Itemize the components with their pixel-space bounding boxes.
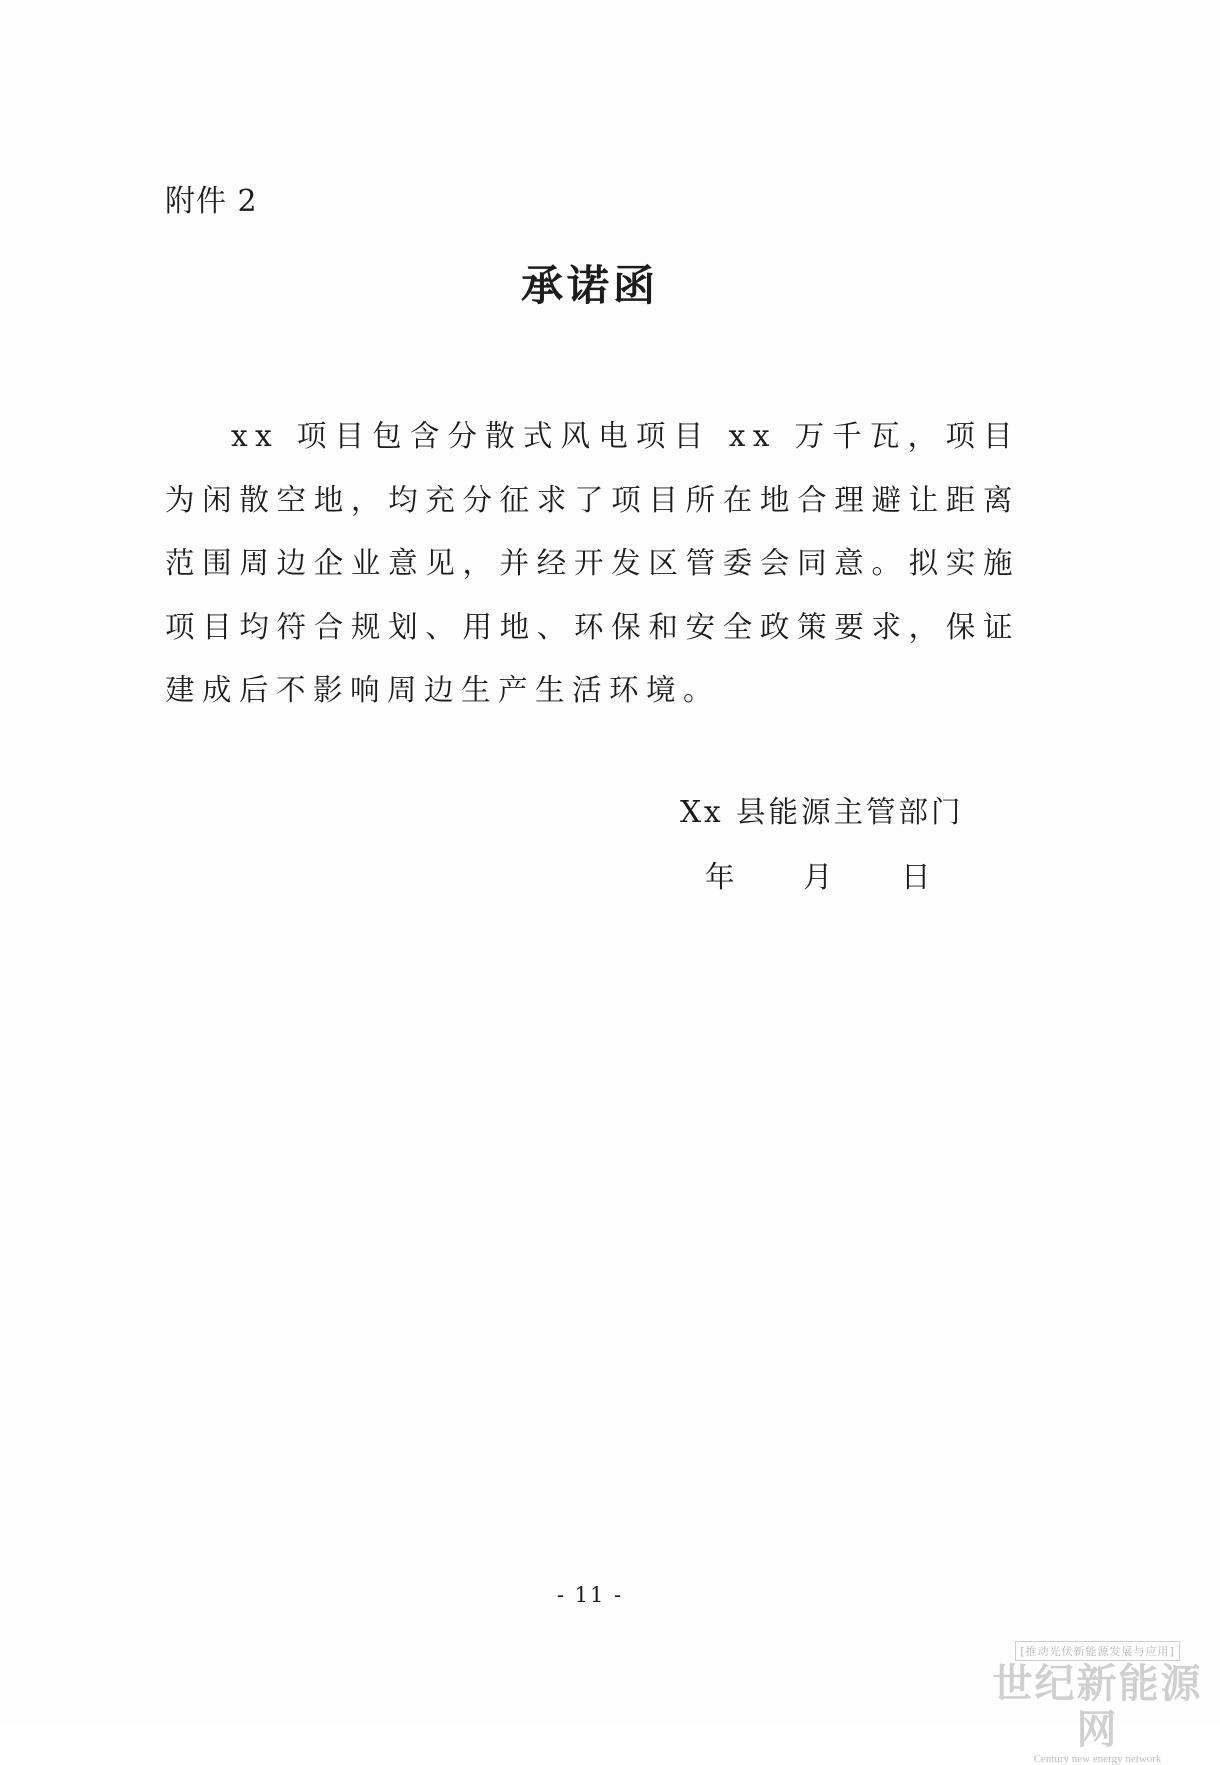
watermark-tagline: [推动光伏新能源发展与应用] [1015, 1641, 1180, 1661]
date-day-label: 日 [901, 860, 931, 894]
site-watermark [985, 1640, 1210, 1765]
page-number: - 11 - [556, 1583, 624, 1607]
date-year-label: 年 [705, 860, 735, 894]
watermark-logo-text: 世纪新能源网 [992, 1661, 1203, 1753]
attachment-label: 附件 2 [165, 184, 258, 219]
document-title: 承诺函 [520, 261, 659, 310]
body-paragraph: xx 项目包含分散式风电项目 xx 万千瓦，项目为闲散空地，均充分征求了项目所在地合理避让距离范围周边企业意见，并经开发区管委会同意。拟实施项目均符合规划、用地、环保和安全政策要求，保证建成后不影响周边生产生活环境。 [165, 419, 1020, 707]
watermark-subtitle: Century new energy network [1033, 1753, 1162, 1765]
signature-organization: Xx 县能源主管部门 [680, 795, 964, 829]
signature-date [705, 857, 931, 897]
date-month-label: 月 [803, 860, 833, 894]
